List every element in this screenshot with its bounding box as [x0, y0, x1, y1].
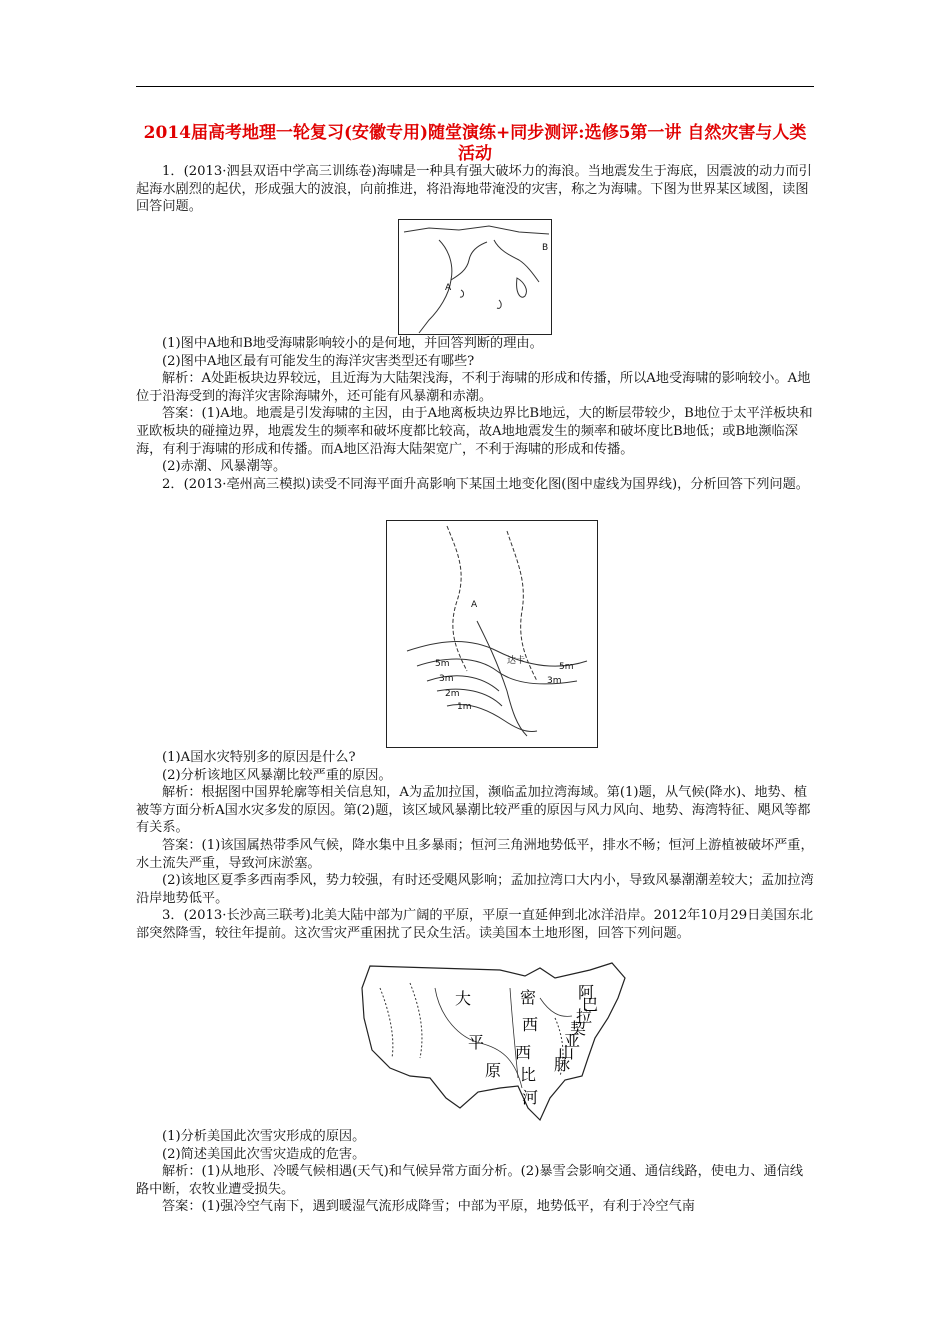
q2-map-svg: [387, 521, 597, 747]
q2-map-label-3m-right: 3m: [547, 676, 562, 686]
q2-sub1: (1)A国水灾特别多的原因是什么?: [162, 750, 356, 765]
q2-answer1: 答案：(1)该国属热带季风气候，降水集中且多暴雨；恒河三角洲地势低平，排水不畅；恒河上游植被破坏严重，水土流失严重，导致河床淤塞。: [136, 837, 814, 871]
q3-label-ba: 巴: [582, 995, 599, 1014]
q2-answer2: (2)该地区夏季多西南季风，势力较强，有时还受飓风影响；孟加拉湾口大内小，导致风暴潮潮差较大；孟加拉湾沿岸地势低平。: [136, 873, 814, 906]
q3-answer1: 答案：(1)强冷空气南下，遇到暖湿气流形成降雪；中部为平原，地势低平，有利于冷空气南: [162, 1199, 695, 1215]
q3-label-da: 大: [455, 989, 472, 1008]
q3-sub1: (1)分析美国此次雪灾形成的原因。: [162, 1129, 366, 1144]
q3-body: [136, 1128, 814, 1216]
q3-label-ping: 平: [468, 1033, 485, 1052]
q3-label-shan: 山: [558, 1043, 575, 1062]
q1-intro: [136, 163, 814, 216]
q1-analysis: 解析：A处距板块边界较远，且近海为大陆架浅海，不利于海啸的形成和传播，所以A地受海啸的影响较小。A地位于沿海受到的海洋灾害除海啸外，还可能有风暴潮和赤潮。: [136, 371, 811, 404]
q3-label-mi: 密: [520, 988, 537, 1007]
q3-label-yuan: 原: [485, 1061, 502, 1080]
q2-map-label-2m: 2m: [445, 689, 460, 699]
q2-map-label-5m-left: 5m: [435, 659, 450, 669]
q1-map: [398, 219, 552, 335]
q1-answer1: 答案：(1)A地。地震是引发海啸的主因，由于A地离板块边界比B地远，大的断层带较少，B地位于太平洋板块和亚欧板块的碰撞边界，地震发生的频率和破坏度都比较高，故A地地震发生的频率和破坏度比B地低；或B地濒临深海，有利于海啸的形成和传播。而A地区沿海大陆架宽广，不利于海啸的形成和传播。: [136, 406, 813, 457]
q3-label-a: 阿: [578, 983, 595, 1002]
q3-label-la: 拉: [576, 1007, 593, 1026]
q1-intro-text: 1．(2013·泗县双语中学高三训练卷)海啸是一种具有强大破坏力的海浪。当地震发生于海底，因震波的动力而引起海水剧烈的起伏，形成强大的波浪，向前推进，将沿海地带淹没的灾害，称之为海啸。下图为世界某区域图，读图回答问题。: [136, 164, 812, 215]
q1-map-label-b: B: [542, 243, 549, 253]
q3-analysis: 解析：(1)从地形、冷暖气候相遇(天气)和气候异常方面分析。(2)暴雪会影响交通、通信线路，使电力、通信线路中断，农牧业遭受损失。: [136, 1164, 804, 1197]
q3-label-ya: 亚: [564, 1031, 581, 1050]
q3-label-he: 河: [522, 1088, 539, 1107]
q2-sub2: (2)分析该地区风暴潮比较严重的原因。: [162, 767, 392, 783]
q3-map: [350, 958, 635, 1128]
q3-sub2: (2)简述美国此次雪灾造成的危害。: [162, 1146, 366, 1162]
q3-label-bi: 比: [520, 1065, 537, 1084]
q2-map: [386, 520, 598, 748]
q2-map-label-dhaka: 达卡: [507, 656, 526, 666]
q2-map-label-3m-left: 3m: [439, 674, 454, 684]
q1-sub1: (1)图中A地和B地受海啸影响较小的是何地，并回答判断的理由。: [162, 336, 543, 351]
q3-map-svg: [350, 958, 635, 1128]
q1-map-label-a: A: [445, 283, 452, 293]
q2-analysis: 解析：根据图中国界轮廓等相关信息知，A为孟加拉国，濒临孟加拉湾海域。第(1)题，从气候(降水)、地势、植被等方面分析A国水灾多发的原因。第(2)题，该区域风暴潮比较严重的原因与风力风向、地势、海湾特征、飓风等都有关系。: [136, 785, 811, 836]
page-title: 2014届高考地理一轮复习(安徽专用)随堂演练+同步测评:选修5第一讲 自然灾害与人类活动: [143, 123, 807, 164]
q3-intro: 3．(2013·长沙高三联考)北美大陆中部为广阔的平原，平原一直延伸到北冰洋沿岸。2012年10月29日美国东北部突然降雪，较往年提前。这次雪灾严重困扰了民众生活。读美国本土地形图，回答下列问题。: [136, 908, 814, 941]
q2-map-label-a: A: [471, 600, 478, 610]
q2-map-label-5m-right: 5m: [559, 662, 574, 672]
q2-intro: 2．(2013·亳州高三模拟)读受不同海平面升高影响下某国土地变化图(图中虚线为国界线)，分析回答下列问题。: [162, 476, 809, 492]
q3-label-xi2: 西: [515, 1043, 532, 1062]
q3-label-xi1: 西: [522, 1015, 539, 1034]
q3-label-mai: 脉: [554, 1055, 571, 1074]
q2-body: [136, 749, 814, 943]
header-rule: [136, 86, 814, 87]
q1-map-svg: [399, 220, 551, 334]
q1-answer2: (2)赤潮、风暴潮等。: [162, 459, 287, 475]
q2-map-label-1m: 1m: [457, 702, 472, 712]
q1-body: [136, 335, 814, 493]
q3-label-qi: 契: [570, 1019, 587, 1038]
q1-sub2: (2)图中A地区最有可能发生的海洋灾害类型还有哪些?: [162, 353, 475, 369]
